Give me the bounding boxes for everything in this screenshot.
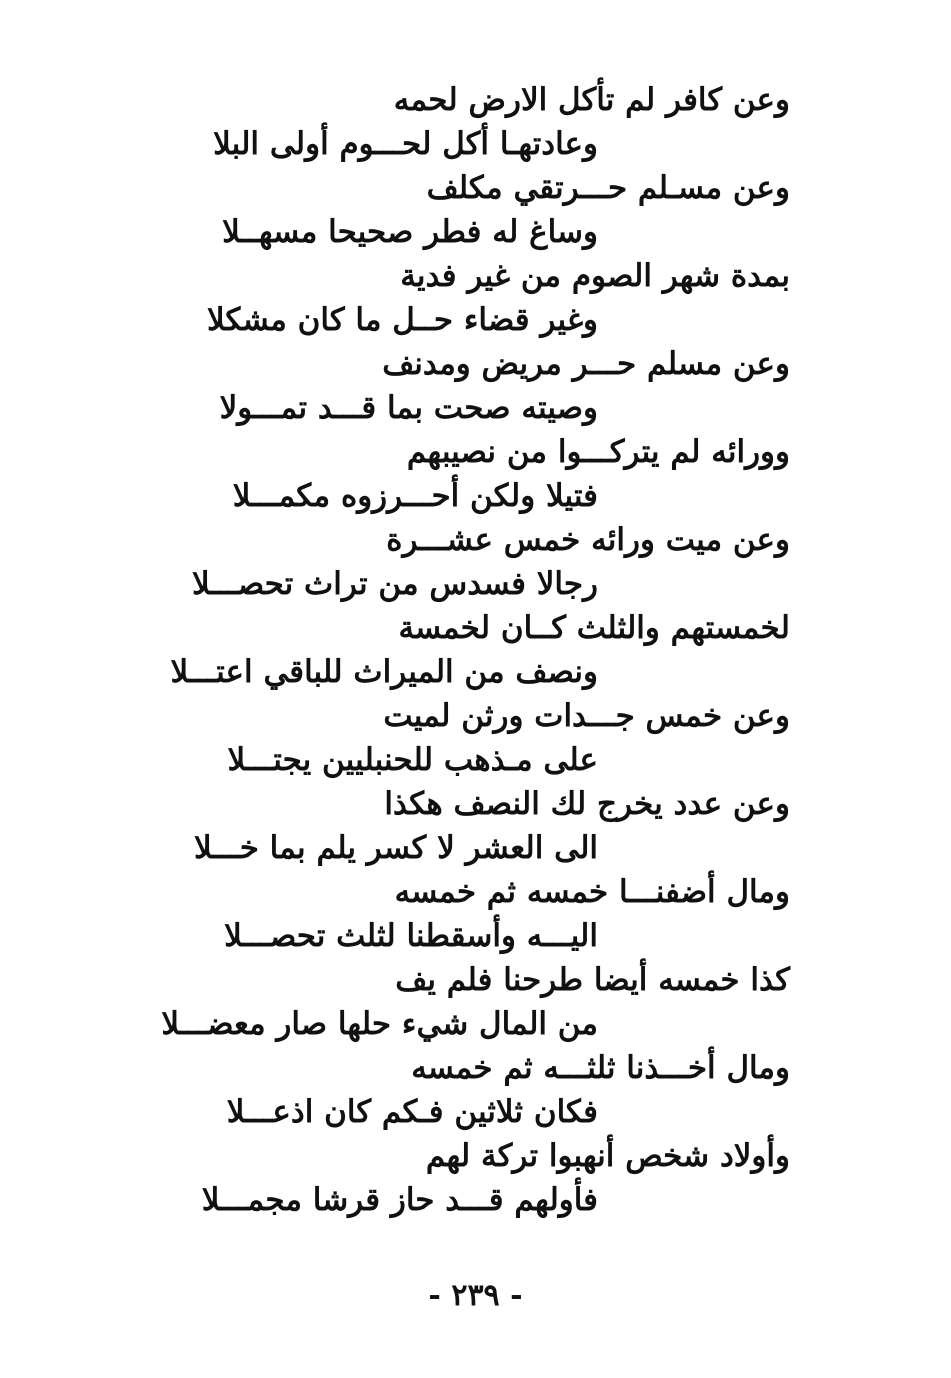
verse-line: وعن مسـلم حـــرتقي مكلف [426, 170, 790, 206]
verse-line: وأولاد شخص أنهبوا تركة لهم [425, 1138, 790, 1174]
poem [161, 78, 820, 1222]
verse-line: ونصف من الميراث للباقي اعتـــلا [170, 654, 598, 690]
verse-line: وعن عدد يخرج لك النصف هكذا [384, 786, 790, 822]
verse-line: وعن كافر لم تأكل الارض لحمه [393, 82, 790, 118]
verse-line: وعادتهـا أكل لحـــوم أولى البلا [213, 126, 598, 162]
verse-line: وعن خمس جـــدات ورثن لميت [383, 698, 790, 734]
verse-line: فأولهم قـــد حاز قرشا مجمـــلا [201, 1182, 598, 1218]
verse-line: وعن ميت ورائه خمس عشـــرة [386, 522, 790, 558]
verse-line: وورائه لم يتركـــوا من نصيبهم [406, 434, 790, 470]
verse-line: من المال شيء حلها صار معضـــلا [161, 1006, 598, 1042]
verse-line: الى العشر لا كسر يلم بما خـــلا [193, 830, 598, 866]
verse-line: وصيته صحت بما قـــد تمـــولا [219, 390, 598, 426]
verse-line: فتيلا ولكن أحـــرزوه مكمـــلا [232, 478, 598, 514]
verse-line: فكان ثلاثين فـكم كان اذعـــلا [226, 1094, 598, 1130]
verse-line: على مـذهب للحنبليين يجتـــلا [227, 742, 598, 778]
verse-line: وساغ له فطر صحيحا مسهــلا [222, 214, 598, 250]
verse-line: ومال أخـــذنا ثلثـــه ثم خمسه [411, 1050, 790, 1086]
verse-line: رجالا فسدس من تراث تحصـــلا [191, 566, 598, 602]
verse-line: اليـــه وأسقطنا لثلث تحصـــلا [224, 918, 598, 954]
verse-line: لخمستهم والثلث كــان لخمسة [398, 610, 790, 646]
page-number: - ٢٣٩ - [428, 1278, 523, 1313]
verse-line: بمدة شهر الصوم من غير فدية [400, 258, 790, 294]
verse-line: وعن مسلم حـــر مريض ومدنف [382, 346, 790, 382]
verse-line: وغير قضاء حــل ما كان مشكلا [206, 302, 598, 338]
verse-line: كذا خمسه أيضا طرحنا فلم يف [395, 962, 790, 998]
verse-line: ومال أضفنـــا خمسه ثم خمسه [394, 874, 790, 910]
